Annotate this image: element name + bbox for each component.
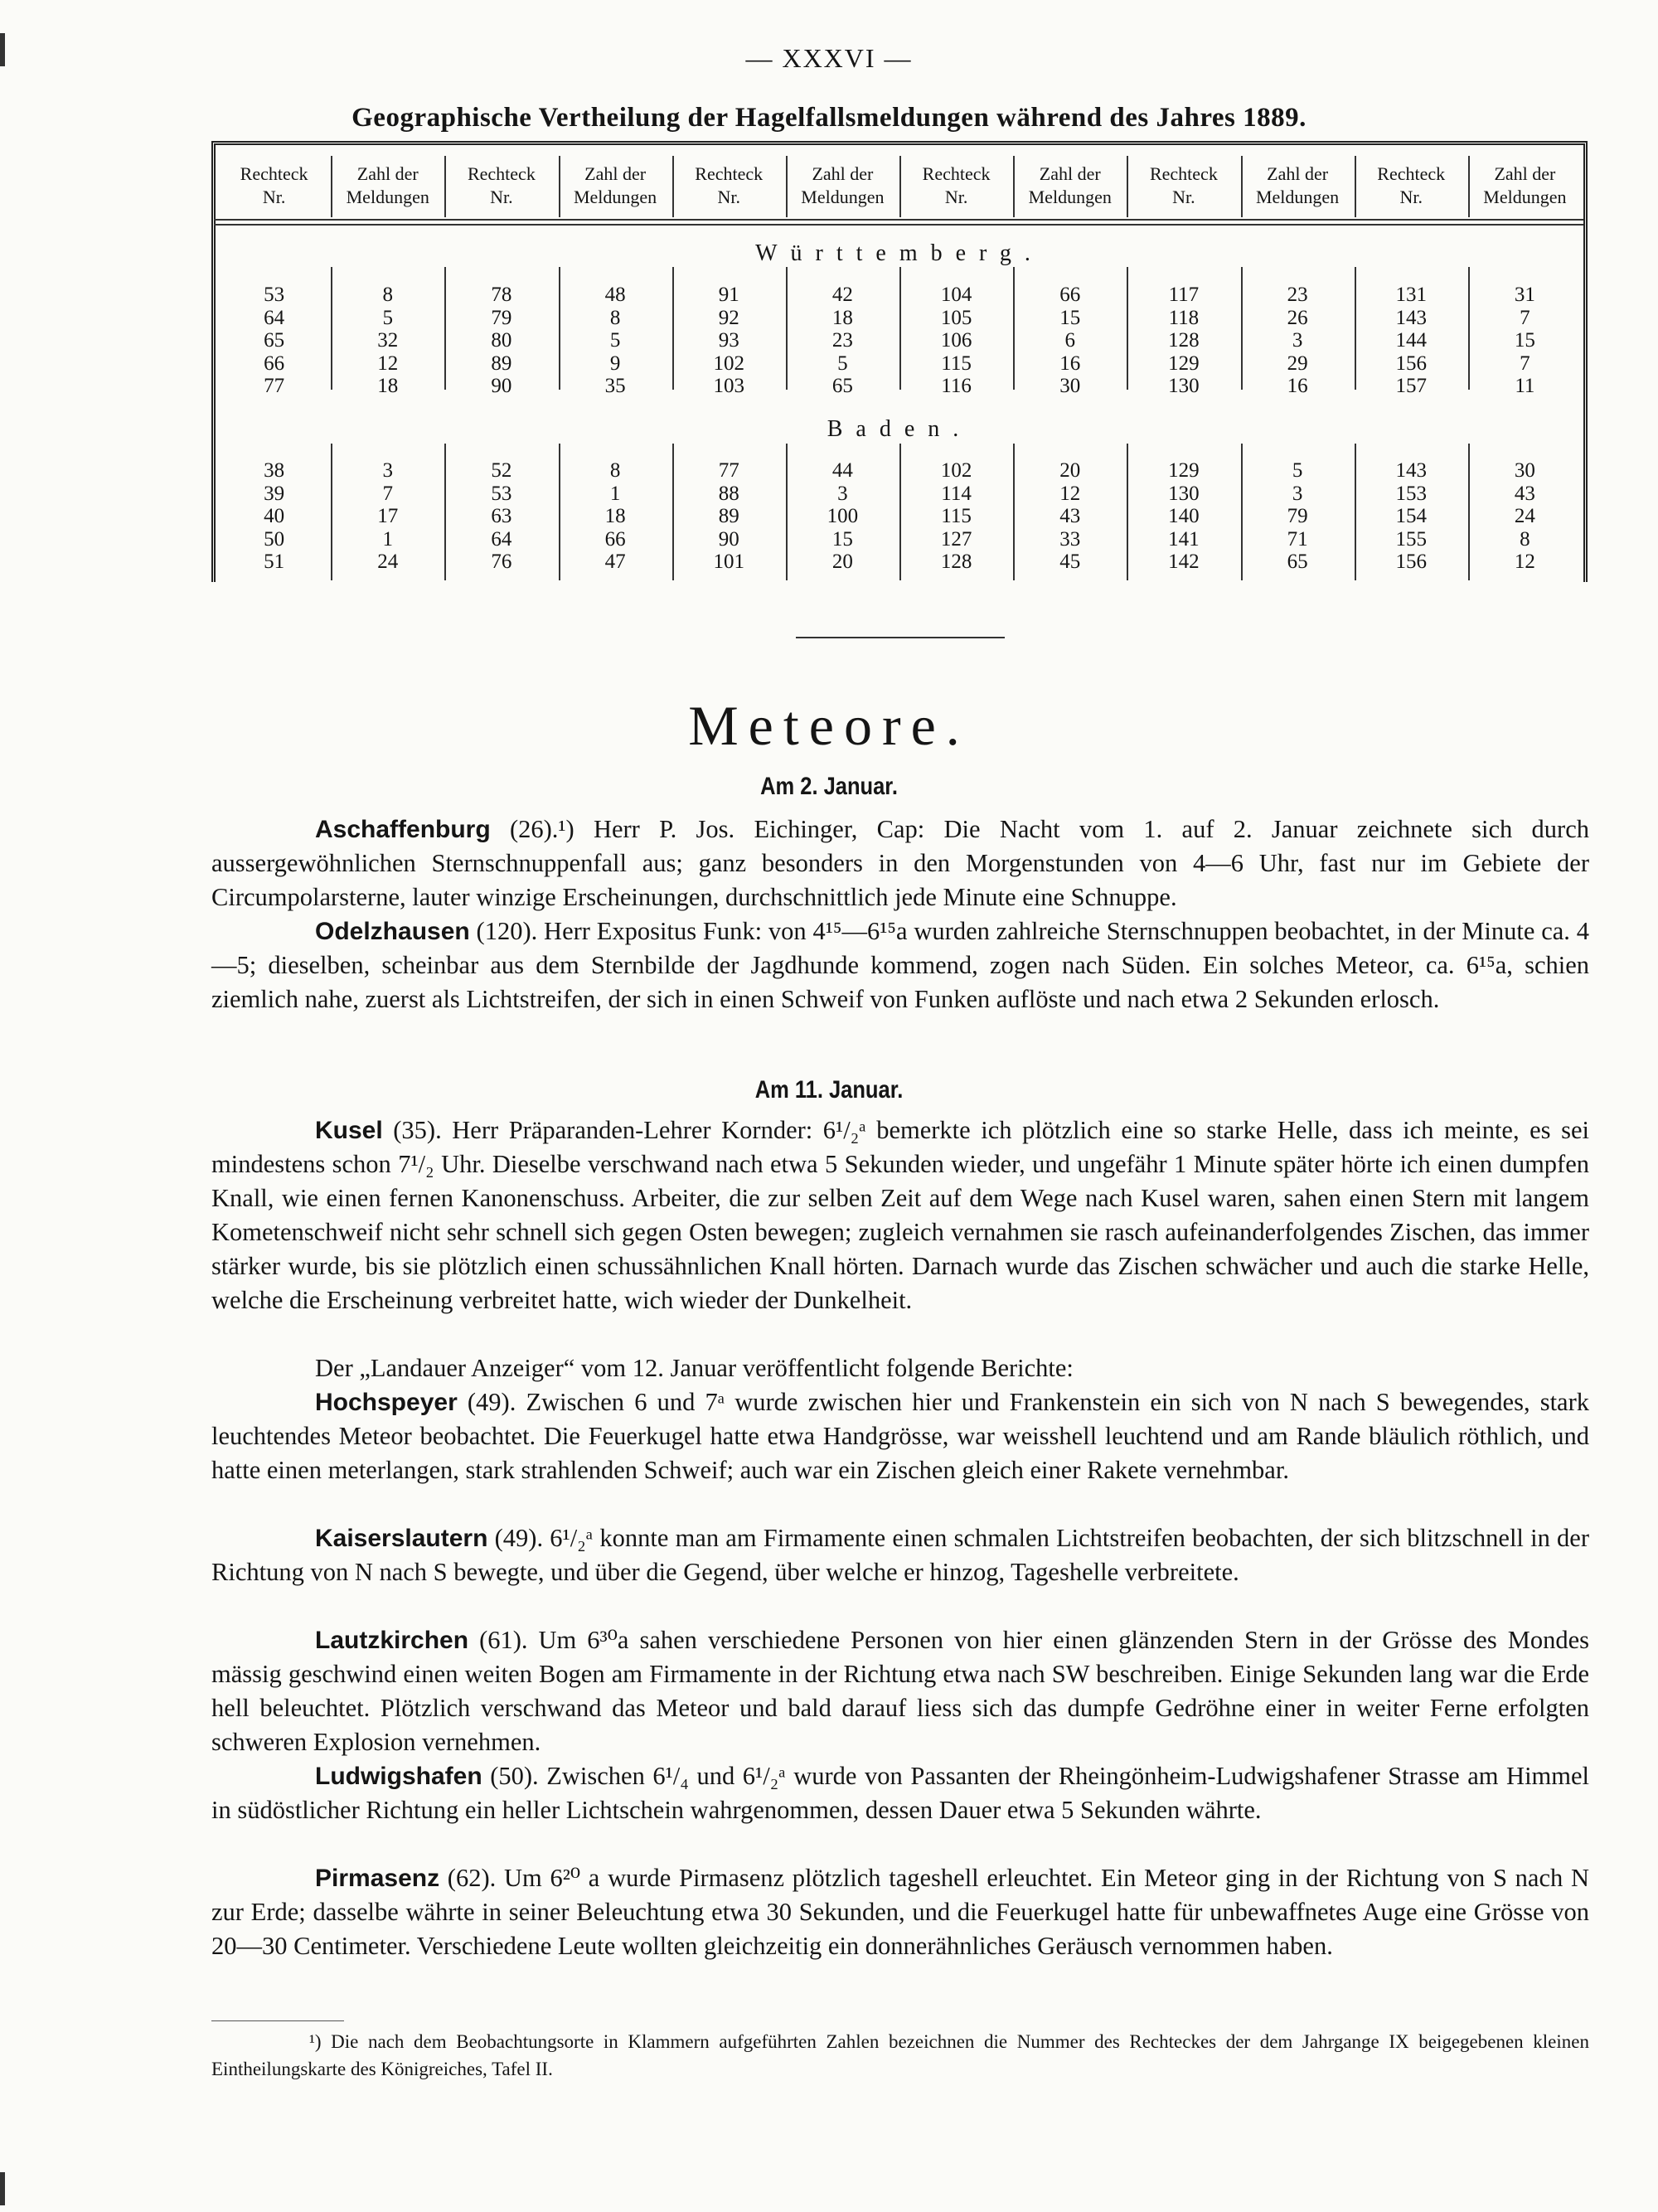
table-cell: 32: [377, 329, 399, 352]
footnote-rule: [211, 2020, 344, 2021]
table-column-rule: [786, 267, 788, 390]
table-cell: 156: [1395, 352, 1427, 375]
table-cell: 66: [264, 352, 285, 375]
table-cell: 116: [941, 375, 972, 397]
article-title: Meteore.: [688, 694, 970, 757]
table-column-rule: [672, 267, 674, 390]
table-column-header: [1127, 163, 1240, 209]
table-cell: 1: [609, 482, 621, 505]
table-cell: 8: [1520, 527, 1530, 551]
table-cell: 90: [718, 527, 739, 551]
table-column-rule: [1127, 444, 1128, 580]
report-text: (62). Um 6²⁰ a wurde Pirmasenz plötzlich tageshell erleuchtet. Ein Meteor ging in der Richtung von S nach N zur Erde; dasselbe währte in seiner Beleuchtung etwa 30 Sekunden, und die Feuerkugel hatte für unbewaffnetes Auge eine Grösse von 20—30 Centimeter. Verschiedene Leute wollten gleichzeitig ein donnerähnliches Geräusch vernommen haben.: [211, 1864, 1589, 1960]
table-cell: 65: [1287, 551, 1308, 573]
table-cell: 143: [1395, 459, 1427, 482]
table-cell: 47: [604, 551, 626, 573]
table-cell: 142: [1168, 551, 1200, 573]
report-paragraph: [211, 914, 1589, 1016]
table-cell: 91: [718, 284, 739, 306]
table-cell: 18: [604, 505, 626, 527]
table-cell: 77: [264, 375, 285, 397]
table-cell: 114: [941, 482, 972, 505]
table-cell: 89: [718, 505, 739, 527]
table-cell: 130: [1168, 375, 1200, 397]
table-header-line: Rechteck: [467, 163, 536, 184]
table-cell: 53: [491, 482, 512, 505]
report-text: (26).¹) Herr P. Jos. Eichinger, Cap: Die Nacht vom 1. auf 2. Januar zeichnete sich durch aussergewöhnlichen Sternschnuppenfall aus; ganz besonders in den Morgenstunden von 4—6 Uhr, fast nur im Gebiete der Circumpolarsterne, lauter winzige Erscheinungen, durchschnittlich jede Minute eine Schnuppe.: [211, 815, 1589, 911]
table-cell: 5: [609, 329, 621, 352]
report-paragraph: [211, 1759, 1589, 1827]
table-cell: 30: [1059, 375, 1081, 397]
place-name: Ludwigshafen: [315, 1763, 482, 1790]
table-cell: 63: [491, 505, 512, 527]
report-text: (61). Um 6³⁰a sahen verschiedene Personen von hier einen glänzenden Stern in der Grösse des Mondes mässig geschwind einen weiten Bogen am Firmamente in der Richtung etwa nach SW beschreiben. Einige Sekunden lang war die Erde hell beleuchtet. Plötzlich verschwand das Meteor und bald darauf liess sich das dumpfe Gedröhne einer in weiter Ferne erfolgten schweren Explosion vernehmen.: [211, 1626, 1589, 1756]
table-cell: 88: [718, 482, 739, 505]
table-cell: 18: [377, 375, 399, 397]
table-cell: 153: [1395, 482, 1427, 505]
table-cell: 118: [1168, 306, 1200, 329]
table-cell: 79: [1287, 505, 1308, 527]
table-cell: 50: [264, 527, 285, 551]
table-cell: 143: [1395, 306, 1427, 329]
table-cell: 16: [1059, 352, 1081, 375]
table-column-header: [217, 163, 331, 209]
table-header-line: Nr.: [717, 187, 740, 207]
table-cell: 93: [718, 329, 739, 352]
table-column-rule: [331, 267, 332, 390]
table-header-line: Nr.: [1399, 187, 1423, 207]
page-number: — XXXVI —: [745, 43, 913, 73]
table-column-rule: [786, 444, 788, 580]
table-cell: 45: [1059, 551, 1081, 573]
table-cell: 51: [264, 551, 285, 573]
table-column-header: [1468, 163, 1582, 209]
table-cell: 15: [1059, 306, 1081, 329]
table-cell: 66: [1059, 284, 1081, 306]
table-column-rule: [1013, 444, 1015, 580]
table-cell: 12: [1514, 551, 1535, 573]
table-header-line: Rechteck: [1377, 163, 1446, 184]
table-cell: 53: [264, 284, 285, 306]
table-cell: 102: [713, 352, 744, 375]
table-cell: 7: [382, 482, 393, 505]
table-cell: 29: [1287, 352, 1308, 375]
table-header-line: Meldungen: [346, 187, 429, 207]
table-cell: 8: [609, 306, 621, 329]
table-cell: 66: [604, 527, 626, 551]
table-column-rule: [1355, 267, 1356, 390]
table-cell: 115: [941, 505, 972, 527]
table-column-rule: [559, 267, 560, 390]
table-cell: 115: [941, 352, 972, 375]
table-cell: 42: [831, 284, 853, 306]
table-header-line: Zahl der: [1039, 163, 1101, 184]
table-cell: 23: [831, 329, 853, 352]
report-text: (35). Herr Präparanden-Lehrer Kornder: 6¹/₂ᵃ bemerkte ich plötzlich eine so starke Helle, dass ich meinte, es sei mindestens schon 7¹/₂ Uhr. Dieselbe verschwand nach etwa 5 Sekunden wieder, und ungefähr 1 Minute später hörte ich einen dumpfen Knall, wie einen fernen Kanonenschuss. Arbeiter, die zur selben Zeit auf dem Wege nach Kusel waren, sahen einen Stern mit langem Kometenschweif nicht sehr schnell sich gegen Osten bewegen; zugleich vernahmen sie rasch aufeinanderfolgendes Zischen, das immer stärker wurde, bis sie plötzlich einen schussähnlichen Knall hörten. Darnach wurde das Zischen schwächer und auch die starke Helle, welche die Erscheinung verbreitet hatte, wich wieder der Dunkelheit.: [211, 1116, 1589, 1314]
table-cell: 89: [491, 352, 512, 375]
table-cell: 11: [1515, 375, 1535, 397]
report-paragraph: [211, 1385, 1589, 1487]
place-name: Kusel: [315, 1117, 383, 1144]
report-text: Der „Landauer Anzeiger“ vom 12. Januar veröffentlicht folgende Berichte:: [315, 1354, 1074, 1382]
table-cell: 43: [1514, 482, 1535, 505]
table-header-line: Meldungen: [1028, 187, 1112, 207]
table-column-header: [444, 163, 558, 209]
table-cell: 30: [1514, 459, 1535, 482]
table-cell: 8: [382, 284, 393, 306]
report-paragraph: [211, 813, 1589, 914]
table-header-line: Nr.: [944, 187, 968, 207]
table-column-rule: [899, 267, 901, 390]
table-cell: 79: [491, 306, 512, 329]
place-name: Aschaffenburg: [315, 816, 491, 843]
table-cell: 140: [1168, 505, 1200, 527]
place-name: Hochspeyer: [315, 1389, 458, 1416]
table-column-rule: [559, 444, 560, 580]
table-column-header: [899, 163, 1013, 209]
table-cell: 12: [1059, 482, 1081, 505]
table-cell: 52: [491, 459, 512, 482]
date-heading: Am 11. Januar.: [754, 1076, 904, 1104]
table-header-line: Rechteck: [695, 163, 764, 184]
table-header-line: Rechteck: [1149, 163, 1218, 184]
table-cell: 15: [1514, 329, 1535, 352]
table-cell: 64: [491, 527, 512, 551]
table-column-rule: [1013, 267, 1015, 390]
table-cell: 35: [604, 375, 626, 397]
report-paragraph: [211, 1351, 1589, 1385]
table-cell: 129: [1168, 459, 1200, 482]
table-column-header: [672, 163, 786, 209]
table-header-line: Rechteck: [240, 163, 308, 184]
table-cell: 65: [264, 329, 285, 352]
table-header-line: Zahl der: [584, 163, 647, 184]
table-cell: 105: [940, 306, 972, 329]
table-cell: 130: [1168, 482, 1200, 505]
table-cell: 6: [1064, 329, 1075, 352]
report-paragraph: [211, 1861, 1589, 1963]
table-cell: 31: [1514, 284, 1535, 306]
table-column-header: [1013, 163, 1127, 209]
table-cell: 144: [1395, 329, 1427, 352]
report-paragraph: [211, 1113, 1589, 1317]
table-cell: 71: [1287, 527, 1308, 551]
table-cell: 17: [377, 505, 399, 527]
footnote: [211, 2028, 1589, 2083]
table-section-heading: Württemberg.: [755, 240, 1044, 266]
table-header-line: Meldungen: [1483, 187, 1567, 207]
table-cell: 8: [609, 459, 621, 482]
table-cell: 157: [1395, 375, 1427, 397]
table-cell: 44: [831, 459, 853, 482]
table-header-line: Meldungen: [1255, 187, 1340, 207]
table-cell: 20: [1059, 459, 1081, 482]
table-cell: 77: [718, 459, 739, 482]
place-name: Kaiserslautern: [315, 1525, 488, 1552]
section-divider: [796, 637, 1005, 638]
table-cell: 18: [831, 306, 853, 329]
table-cell: 5: [382, 306, 393, 329]
table-header-line: Zahl der: [356, 163, 419, 184]
table-column-header: [559, 163, 672, 209]
table-header-line: Nr.: [490, 187, 513, 207]
table-header-line: Zahl der: [812, 163, 874, 184]
date-heading: Am 2. Januar.: [760, 773, 898, 800]
table-cell: 156: [1395, 551, 1427, 573]
table-cell: 128: [1168, 329, 1200, 352]
table-cell: 128: [940, 551, 972, 573]
table-cell: 1: [382, 527, 393, 551]
table-header-line: Rechteck: [922, 163, 991, 184]
table-cell: 43: [1059, 505, 1081, 527]
table-cell: 92: [718, 306, 739, 329]
place-name: Lautzkirchen: [315, 1627, 469, 1654]
table-cell: 7: [1520, 306, 1530, 329]
table-header-line: Zahl der: [1267, 163, 1329, 184]
table-title: Geographische Vertheilung der Hagelfallsmeldungen während des Jahres 1889.: [351, 103, 1307, 133]
table-cell: 102: [940, 459, 972, 482]
table-header-line: Nr.: [1172, 187, 1195, 207]
table-cell: 3: [837, 482, 848, 505]
table-column-rule: [444, 444, 446, 580]
table-header-rule: [214, 219, 1583, 221]
table-cell: 38: [264, 459, 285, 482]
table-cell: 16: [1287, 375, 1308, 397]
table-cell: 80: [491, 329, 512, 352]
table-cell: 64: [264, 306, 285, 329]
table-cell: 100: [827, 505, 859, 527]
table-header-line: Nr.: [262, 187, 286, 207]
table-cell: 90: [491, 375, 512, 397]
table-cell: 76: [491, 551, 512, 573]
table-header-line: Meldungen: [801, 187, 885, 207]
table-cell: 3: [1292, 482, 1303, 505]
table-cell: 3: [1292, 329, 1303, 352]
table-cell: 12: [377, 352, 399, 375]
table-column-header: [1241, 163, 1355, 209]
table-cell: 24: [377, 551, 399, 573]
table-column-rule: [1127, 267, 1128, 390]
report-text: (49). Zwischen 6 und 7ᵃ wurde zwischen hier und Frankenstein ein sich von N nach S bewegendes, stark leuchtendes Meteor beobachtet. Die Feuerkugel hatte etwa Handgrösse, war weisshell leuchtend und am Rande bläulich röthlich, und hatte einen meterlangen, stark strahlenden Schweif; auch war ein Zischen gleich einer Rakete vernehmbar.: [211, 1388, 1589, 1484]
report-text: (120). Herr Expositus Funk: von 4¹⁵—6¹⁵a wurden zahlreiche Sternschnuppen beobachtet, in der Minute ca. 4—5; dieselben, scheinbar aus dem Sternbilde der Jagdhunde kommend, zogen nach Süden. Ein solches Meteor, ca. 6¹⁵a, schien ziemlich nahe, zuerst als Lichtstreifen, der sich in einen Schweif von Funken auflöste und nach etwa 2 Sekunden erlosch.: [211, 917, 1589, 1013]
place-name: Odelzhausen: [315, 918, 470, 945]
table-column-header: [786, 163, 899, 209]
table-section-heading: Baden.: [827, 416, 972, 442]
report-paragraph: [211, 1521, 1589, 1589]
table-cell: 24: [1514, 505, 1535, 527]
table-column-header: [331, 163, 444, 209]
table-column-rule: [331, 444, 332, 580]
table-cell: 106: [940, 329, 972, 352]
table-column-rule: [1355, 444, 1356, 580]
table-cell: 48: [604, 284, 626, 306]
table-cell: 7: [1520, 352, 1530, 375]
table-cell: 155: [1395, 527, 1427, 551]
table-cell: 9: [609, 352, 621, 375]
table-cell: 23: [1287, 284, 1308, 306]
table-cell: 65: [831, 375, 853, 397]
table-cell: 141: [1168, 527, 1200, 551]
table-column-header: [1355, 163, 1468, 209]
report-text: (50). Zwischen 6¹/₄ und 6¹/₂ᵃ wurde von Passanten der Rheingönheim-Ludwigshafener Strasse am Himmel in südöstlicher Richtung ein heller Lichtschein wahrgenommen, dessen Dauer etwa 5 Sekunden währte.: [211, 1762, 1589, 1824]
place-name: Pirmasenz: [315, 1865, 440, 1892]
table-column-rule: [1468, 267, 1470, 390]
table-header-line: Meldungen: [573, 187, 657, 207]
table-cell: 5: [837, 352, 848, 375]
scan-edge-mark: [0, 2172, 5, 2205]
table-cell: 117: [1168, 284, 1200, 306]
report-text: (49). 6¹/₂ᵃ konnte man am Firmamente einen schmalen Lichtstreifen beobachten, der sich blitzschnell in der Richtung von N nach S bewegte, und über die Gegend, über welche er hinzog, Tageshelle verbreitete.: [211, 1524, 1589, 1586]
table-cell: 154: [1395, 505, 1427, 527]
table-cell: 104: [940, 284, 972, 306]
table-column-rule: [672, 444, 674, 580]
table-cell: 129: [1168, 352, 1200, 375]
table-column-rule: [899, 444, 901, 580]
table-cell: 40: [264, 505, 285, 527]
table-cell: 131: [1395, 284, 1427, 306]
table-column-rule: [1241, 267, 1243, 390]
table-column-rule: [1241, 444, 1243, 580]
table-cell: 39: [264, 482, 285, 505]
table-cell: 33: [1059, 527, 1081, 551]
table-cell: 103: [713, 375, 744, 397]
table-column-rule: [444, 267, 446, 390]
footnote-text: ¹) Die nach dem Beobachtungsorte in Klammern aufgeführten Zahlen bezeichnen die Nummer des Rechteckes der dem Jahrgange IX beigegebenen kleinen Eintheilungskarte des Königreiches, Tafel II.: [211, 2031, 1589, 2079]
table-cell: 127: [940, 527, 972, 551]
table-cell: 20: [831, 551, 853, 573]
table-header-line: Zahl der: [1494, 163, 1556, 184]
table-cell: 3: [382, 459, 393, 482]
report-paragraph: [211, 1623, 1589, 1759]
table-cell: 5: [1292, 459, 1303, 482]
table-cell: 15: [831, 527, 853, 551]
table-cell: 78: [491, 284, 512, 306]
table-cell: 101: [713, 551, 744, 573]
table-header-rule: [214, 224, 1583, 226]
table-cell: 26: [1287, 306, 1308, 329]
table-column-rule: [1468, 444, 1470, 580]
